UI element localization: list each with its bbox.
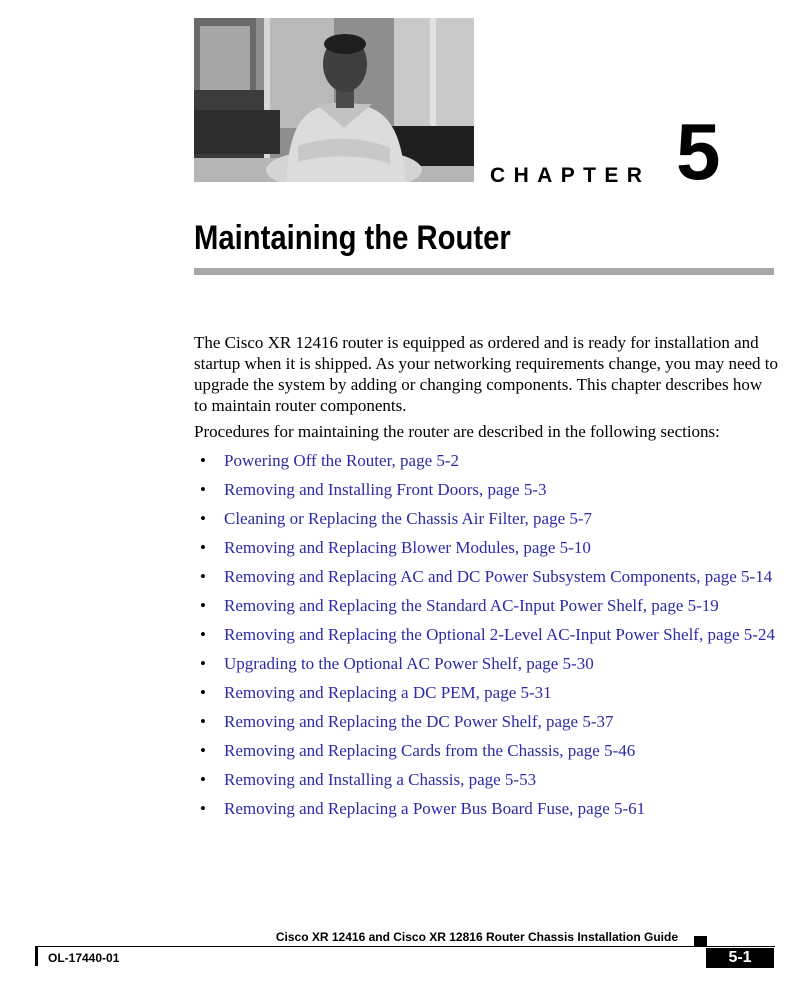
section-link[interactable]	[194, 537, 779, 558]
section-link[interactable]	[194, 508, 779, 529]
section-link-text: Removing and Replacing the Optional 2-Level AC-Input Power Shelf, page 5-24	[224, 625, 775, 644]
bullet-icon: •	[200, 625, 206, 644]
section-link-text: Removing and Replacing the DC Power Shelf, page 5-37	[224, 712, 614, 731]
section-list	[194, 450, 779, 819]
chapter-photo	[194, 18, 474, 182]
bullet-icon: •	[200, 509, 206, 528]
title-rule	[194, 268, 774, 275]
chapter-number: 5	[676, 107, 721, 196]
section-link[interactable]	[194, 769, 779, 790]
section-link-text: Removing and Installing a Chassis, page 5-53	[224, 770, 537, 789]
section-link[interactable]	[194, 624, 779, 645]
doc-number: OL-17440-01	[48, 951, 120, 965]
section-link-text: Cleaning or Replacing the Chassis Air Filter, page 5-7	[224, 509, 593, 528]
section-link[interactable]	[194, 653, 779, 674]
footer-rule	[35, 946, 775, 947]
section-link-text: Removing and Replacing the Standard AC-Input Power Shelf, page 5-19	[224, 596, 719, 615]
section-link[interactable]	[194, 450, 779, 471]
sections-intro: Procedures for maintaining the router are described in the following sections:	[194, 422, 720, 441]
bullet-icon: •	[200, 654, 206, 673]
section-link-text: Powering Off the Router, page 5-2	[224, 451, 460, 470]
page-number: 5-1	[706, 948, 774, 968]
chapter-body	[194, 332, 779, 819]
section-link[interactable]	[194, 711, 779, 732]
bullet-icon: •	[200, 683, 206, 702]
section-link-text: Removing and Replacing AC and DC Power Subsystem Components, page 5-14	[224, 567, 773, 586]
section-link[interactable]	[194, 595, 779, 616]
bullet-icon: •	[200, 480, 206, 499]
bullet-icon: •	[200, 567, 206, 586]
bullet-icon: •	[200, 770, 206, 789]
intro-paragraph: The Cisco XR 12416 router is equipped as ordered and is ready for installation and startup when it is shipped. As your networking requirements change, you may need to upgrade the system by adding or changing components. This chapter describes how to maintain router components.	[194, 333, 779, 415]
footer-guide-title: Cisco XR 12416 and Cisco XR 12816 Router Chassis Installation Guide	[275, 930, 678, 944]
section-link-text: Upgrading to the Optional AC Power Shelf, page 5-30	[224, 654, 594, 673]
bullet-icon: •	[200, 538, 206, 557]
section-link-text: Removing and Installing Front Doors, page 5-3	[224, 480, 547, 499]
section-link[interactable]	[194, 682, 779, 703]
bullet-icon: •	[200, 451, 206, 470]
section-link-text: Removing and Replacing Blower Modules, page 5-10	[224, 538, 591, 557]
page-title: Maintaining the Router	[194, 219, 511, 257]
section-link-text: Removing and Replacing Cards from the Chassis, page 5-46	[224, 741, 636, 760]
section-link-text: Removing and Replacing a DC PEM, page 5-31	[224, 683, 552, 702]
section-link[interactable]	[194, 798, 779, 819]
bullet-icon: •	[200, 799, 206, 818]
section-link[interactable]	[194, 740, 779, 761]
bullet-icon: •	[200, 741, 206, 760]
section-link[interactable]	[194, 566, 779, 587]
bullet-icon: •	[200, 596, 206, 615]
bullet-icon: •	[200, 712, 206, 731]
section-link[interactable]	[194, 479, 779, 500]
footer-left-bar	[35, 946, 38, 966]
section-link-text: Removing and Replacing a Power Bus Board Fuse, page 5-61	[224, 799, 646, 818]
chapter-label: CHAPTER	[490, 164, 651, 187]
footer-marker	[694, 936, 707, 946]
